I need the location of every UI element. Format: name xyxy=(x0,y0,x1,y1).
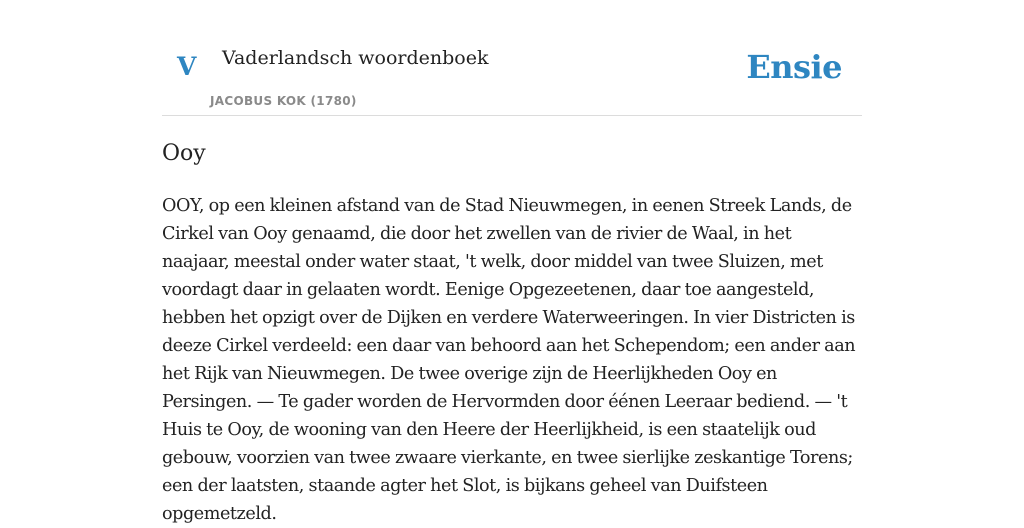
book-letter-icon[interactable]: V xyxy=(177,52,197,81)
page-container xyxy=(162,0,862,524)
book-author[interactable]: JACOBUS KOK (1780) xyxy=(210,94,357,108)
entry-body: OOY, op een kleinen afstand van de Stad Nieuwmegen, in eenen Streek Lands, de Cirkel van Ooy genaamd, die door het zwellen van de rivier de Waal, in het naajaar, meestal onder water staat, 't welk, door middel van twee Sluizen, met voordagt daar in gelaaten wordt. Eenige Opgezeetenen, daar toe aangesteld, hebben het opzigt over de Dijken en verdere Waterweeringen. In vier Districten is deeze Cirkel verdeeld: een daar van behoord aan het Schependom; een ander aan het Rijk van Nieuwmegen. De twee overige zijn de Heerlijkheden Ooy en Persingen. — Te gader worden de Hervormden door éénen Leeraar bediend. — 't Huis te Ooy, de wooning van den Heere der Heerlijkheid, is een staatelijk oud gebouw, voorzien van twee zwaare vierkante, en twee sierlijke zeskantige Torens; een der laatsten, staande agter het Slot, is bijkans geheel van Duifsteen opgemetzeld. xyxy=(162,196,856,524)
entry-title: Ooy xyxy=(162,141,206,166)
book-header xyxy=(162,0,862,116)
ensie-logo[interactable]: Ensie xyxy=(746,48,842,86)
book-title[interactable]: Vaderlandsch woordenboek xyxy=(222,47,489,69)
